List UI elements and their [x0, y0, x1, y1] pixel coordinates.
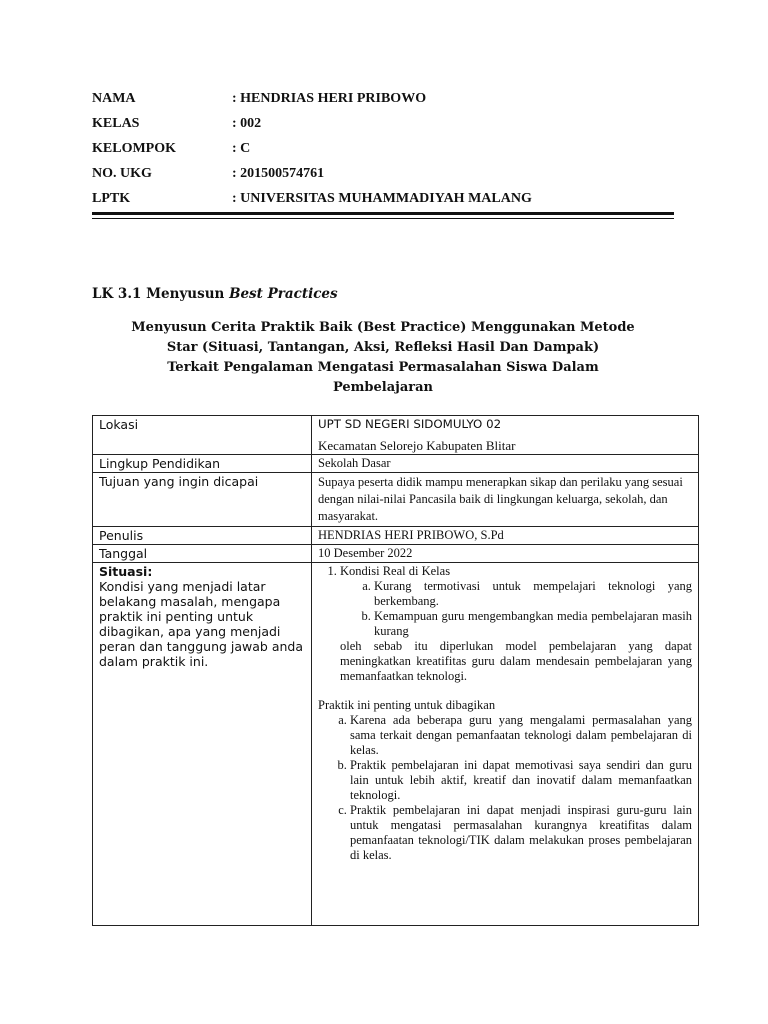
identity-value: : HENDRIAS HERI PRIBOWO: [232, 90, 427, 106]
penulis-label: Penulis: [93, 527, 312, 545]
identity-row-no-ukg: [92, 161, 682, 186]
situasi-label-cell: [93, 563, 312, 926]
best-practice-table: [92, 415, 699, 926]
situasi-label: Situasi:: [99, 564, 153, 580]
document-title: [92, 318, 674, 398]
kondisi-items: [340, 579, 692, 639]
identity-label: KELOMPOK: [92, 140, 176, 156]
lingkup-value: Sekolah Dasar: [312, 455, 699, 473]
list-item: c. Praktik pembelajaran ini dapat menjadi inspirasi guru-guru lain untuk mengatasi permasalahan kurangnya kreatifitas dalam pemanfaatan teknologi/TIK dalam melakukan proses pembelajaran di kelas.: [350, 803, 692, 863]
identity-row-lptk: [92, 186, 682, 211]
tanggal-value: 10 Desember 2022: [312, 545, 699, 563]
identity-value: : C: [232, 140, 251, 156]
spacer: [318, 684, 692, 698]
identity-row-nama: [92, 86, 682, 111]
tujuan-value: Supaya peserta didik mampu menerapkan sikap dan perilaku yang sesuai dengan nilai-nilai Pancasila baik di lingkungan keluarga, sekolah, dan masyarakat.: [312, 473, 699, 527]
penting-items: [318, 713, 692, 863]
lingkup-label: Lingkup Pendidikan: [93, 455, 312, 473]
situasi-description: Kondisi yang menjadi latar belakang masalah, mengapa praktik ini penting untuk dibagikan, apa yang menjadi peran dan tanggung jawab anda dalam praktik ini.: [99, 579, 304, 670]
list-item: a. Kurang termotivasi untuk mempelajari teknologi yang berkembang.: [374, 579, 692, 609]
identity-label: LPTK: [92, 190, 131, 206]
penulis-value: HENDRIAS HERI PRIBOWO, S.Pd: [312, 527, 699, 545]
lokasi-value: [312, 416, 699, 455]
table-row-lokasi: [93, 416, 699, 455]
title-line: Star (Situasi, Tantangan, Aksi, Refleksi Hasil Dan Dampak): [166, 340, 600, 355]
table-row-tujuan: [93, 473, 699, 527]
list-item: b. Kemampuan guru mengembangkan media pembelajaran masih kurang: [374, 609, 692, 639]
identity-row-kelas: [92, 111, 682, 136]
tujuan-label: Tujuan yang ingin dicapai: [93, 473, 312, 527]
identity-row-kelompok: [92, 136, 682, 161]
kondisi-paragraph: oleh sebab itu diperlukan model pembelajaran yang dapat meningkatkan kreatifitas guru dalam mendesain pembelajaran yang memanfaatkan teknologi.: [340, 639, 692, 684]
lokasi-label: Lokasi: [93, 416, 312, 455]
kondisi-heading-item: [340, 564, 692, 639]
divider-thin: [92, 218, 674, 219]
lokasi-line1: UPT SD NEGERI SIDOMULYO 02: [318, 417, 502, 431]
lk-heading-prefix: LK 3.1 Menyusun: [92, 286, 230, 302]
list-item: a. Karena ada beberapa guru yang mengalami permasalahan yang sama terkait dengan pemanfaatan teknologi dalam pembelajaran di kelas.: [350, 713, 692, 758]
lk-heading: [92, 286, 338, 302]
identity-value: : UNIVERSITAS MUHAMMADIYAH MALANG: [232, 190, 532, 206]
title-line: Terkait Pengalaman Mengatasi Permasalahan Siswa Dalam: [167, 360, 599, 375]
table-row-situasi: [93, 563, 699, 926]
identity-label: NAMA: [92, 90, 136, 106]
identity-value: : 002: [232, 115, 262, 131]
penting-heading: Praktik ini penting untuk dibagikan: [318, 698, 496, 713]
kondisi-heading: Kondisi Real di Kelas: [340, 564, 451, 579]
lk-heading-italic: Best Practices: [229, 286, 338, 302]
table-row-penulis: [93, 527, 699, 545]
lokasi-line2: Kecamatan Selorejo Kabupaten Blitar: [318, 438, 516, 454]
table-row-tanggal: [93, 545, 699, 563]
identity-label: NO. UKG: [92, 165, 152, 181]
list-item: b. Praktik pembelajaran ini dapat memotivasi saya sendiri dan guru lain untuk lebih aktif, kreatif dan inovatif dalam memanfaatkan teknologi.: [350, 758, 692, 803]
kondisi-list: [318, 564, 692, 639]
identity-label: KELAS: [92, 115, 140, 131]
divider-thick: [92, 212, 674, 215]
identity-value: : 201500574761: [232, 165, 325, 181]
identity-block: [92, 86, 682, 211]
situasi-content: [312, 563, 699, 926]
tanggal-label: Tanggal: [93, 545, 312, 563]
title-line: Pembelajaran: [332, 380, 434, 395]
table-row-lingkup: [93, 455, 699, 473]
title-line: Menyusun Cerita Praktik Baik (Best Practice) Menggunakan Metode: [131, 320, 635, 335]
